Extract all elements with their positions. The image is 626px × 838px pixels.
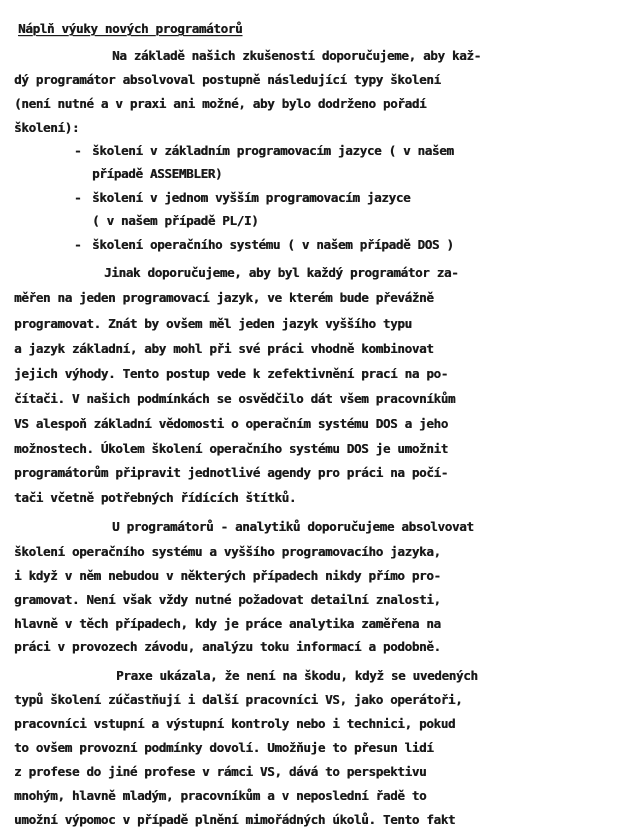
paragraph-line: Praxe ukázala, že není na škodu, když se uvedených	[116, 668, 478, 683]
paragraph-line: programátorům připravit jednotlivé agendy pro práci na počí-	[14, 465, 448, 480]
paragraph-line: typů školení zúčastňují i další pracovníci VS, jako operátoři,	[14, 692, 463, 707]
paragraph-line: to ovšem provozní podmínky dovolí. Umožňuje to přesun lidí	[14, 740, 434, 755]
paragraph-line: gramovat. Není však vždy nutné požadovat detailní znalosti,	[14, 592, 441, 607]
paragraph-line: umožní výpomoc v případě plnění mimořádných úkolů. Tento fakt	[14, 812, 456, 827]
paragraph-line: Na základě našich zkušeností doporučujeme, aby kaž-	[112, 48, 481, 63]
paragraph-line: jejich výhody. Tento postup vede k zefektivnění prací na po-	[14, 366, 448, 381]
paragraph-line: z profese do jiné profese v rámci VS, dává to perspektivu	[14, 764, 427, 779]
paragraph-line: školení operačního systému a vyššího programovacího jazyka,	[14, 544, 441, 559]
bullet-line: ( v našem případě PL/I)	[92, 213, 259, 228]
bullet-line: případě ASSEMBLER)	[92, 166, 223, 181]
paragraph-line: (není nutné a v praxi ani možné, aby bylo dodrženo pořadí	[14, 96, 427, 111]
paragraph-line: i když v něm nebudou v některých případech nikdy přímo pro-	[14, 568, 441, 583]
bullet-dash: -	[74, 143, 82, 158]
paragraph-line: pracovníci vstupní a výstupní kontroly nebo i technici, pokud	[14, 716, 456, 731]
paragraph-line: VS alespoň základní vědomosti o operačním systému DOS a jeho	[14, 416, 448, 431]
paragraph-line: školení):	[14, 120, 80, 135]
bullet-dash: -	[74, 190, 82, 205]
paragraph-line: čítači. V našich podmínkách se osvědčilo dát všem pracovníkům	[14, 391, 456, 406]
paragraph-line: mnohým, hlavně mladým, pracovníkům a v neposlední řadě to	[14, 788, 427, 803]
bullet-dash: -	[74, 237, 82, 252]
bullet-line: školení v jednom vyšším programovacím jazyce	[92, 190, 411, 205]
paragraph-line: práci v provozech závodu, analýzu toku informací a podobně.	[14, 639, 441, 654]
paragraph-line: možnostech. Úkolem školení operačního systému DOS je umožnit	[14, 441, 448, 456]
paragraph-line: programovat. Znát by ovšem měl jeden jazyk vyššího typu	[14, 316, 412, 331]
paragraph-line: tači včetně potřebných řídících štítků.	[14, 490, 297, 505]
paragraph-line: a jazyk základní, aby mohl při své práci vhodně kombinovat	[14, 341, 434, 356]
paragraph-line: hlavně v těch případech, kdy je práce analytika zaměřena na	[14, 616, 441, 631]
bullet-line: školení v základním programovacím jazyce ( v našem	[92, 143, 454, 158]
bullet-line: školení operačního systému ( v našem případě DOS )	[92, 237, 454, 252]
paragraph-line: U programátorů - analytiků doporučujeme absolvovat	[112, 519, 474, 534]
paragraph-line: měřen na jeden programovací jazyk, ve kterém bude převážně	[14, 290, 434, 305]
paragraph-line: dý programátor absolvoval postupně následující typy školení	[14, 72, 441, 87]
document-title: Náplň výuky nových programátorů	[18, 21, 243, 36]
paragraph-line: Jinak doporučujeme, aby byl každý programátor za-	[104, 265, 459, 280]
